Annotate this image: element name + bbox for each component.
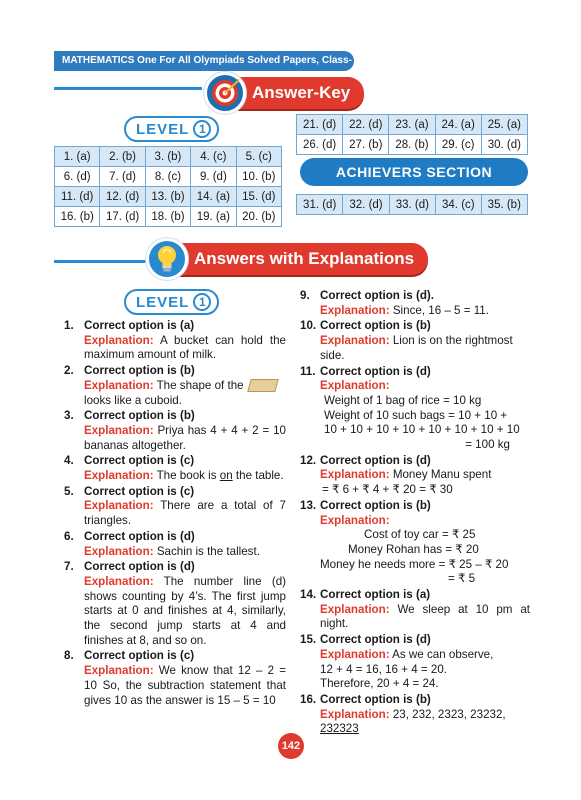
answer-cell: 14. (a) <box>191 187 236 207</box>
explanation-text: 12 + 4 = 16, 16 + 4 = 20. <box>320 662 447 676</box>
question-number: 15. <box>300 633 317 647</box>
explanation-label: Explanation: <box>320 647 390 661</box>
question-number: 2. <box>64 364 74 378</box>
question-number: 6. <box>64 529 74 543</box>
explanation-label: Explanation: <box>320 707 390 721</box>
correct-option: Correct option is (d) <box>84 560 195 574</box>
correct-option: Correct option is (c) <box>84 484 195 498</box>
bulb-icon <box>146 238 188 280</box>
answer-cell: 34. (c) <box>436 195 482 215</box>
explanation-label: Explanation: <box>84 378 154 392</box>
answer-cell: 23. (a) <box>389 115 435 135</box>
correct-option: Correct option is (b) <box>320 319 431 333</box>
list-item <box>300 633 530 692</box>
question-number: 9. <box>300 289 310 302</box>
explanation-label: Explanation: <box>84 544 154 558</box>
explanation-label: Explanation: <box>84 574 154 588</box>
explanation-text: Money he needs more = ₹ 25 – ₹ 20 <box>320 557 509 571</box>
table-row <box>55 187 282 207</box>
explanation-label: Explanation: <box>84 499 154 513</box>
list-item <box>64 560 286 648</box>
correct-option: Correct option is (b) <box>320 692 431 706</box>
answer-cell: 4. (c) <box>191 147 236 167</box>
correct-option: Correct option is (d) <box>84 529 195 543</box>
explanation-label: Explanation: <box>84 664 154 678</box>
list-item <box>300 499 530 587</box>
list-item <box>64 319 286 363</box>
explanation-text: We know that 12 – 2 = 10 So, the subtraction statement that gives 10 as the answer is 15 – 5 = 10 <box>84 664 286 707</box>
level-number: 1 <box>193 293 211 311</box>
list-item <box>64 454 286 483</box>
explanation-label: Explanation: <box>320 303 390 317</box>
explanation-text: looks like a cuboid. <box>84 393 182 407</box>
answer-cell: 5. (c) <box>236 147 281 167</box>
correct-option: Correct option is (d). <box>320 289 435 302</box>
answer-cell: 2. (b) <box>100 147 145 167</box>
answer-cell: 24. (a) <box>435 115 481 135</box>
list-item <box>64 530 286 559</box>
explanation-text: As we can observe, <box>392 647 494 661</box>
list-item <box>64 409 286 453</box>
question-number: 1. <box>64 319 74 332</box>
explanation-text: Money Rohan has = ₹ 20 <box>348 542 479 556</box>
explanations-left-column <box>64 319 286 709</box>
answer-cell: 11. (d) <box>55 187 100 207</box>
question-number: 16. <box>300 692 317 706</box>
level1-answer-table <box>54 146 282 227</box>
explanation-label: Explanation: <box>320 334 390 348</box>
explanation-text: Weight of 10 such bags = 10 + 10 + <box>324 408 508 422</box>
explanations-right-column <box>300 289 530 738</box>
answer-cell: 12. (d) <box>100 187 145 207</box>
explanation-text: Therefore, 20 + 4 = 24. <box>320 677 439 691</box>
explanation-text: The shape of the <box>156 378 244 392</box>
answer-key-title: Answer-Key <box>236 77 364 109</box>
level-label: LEVEL <box>136 293 190 311</box>
question-number: 8. <box>64 649 74 663</box>
box-icon <box>247 379 278 392</box>
question-number: 12. <box>300 453 317 467</box>
question-number: 10. <box>300 319 317 333</box>
question-number: 14. <box>300 588 317 602</box>
answer-cell: 21. (d) <box>297 115 343 135</box>
answer-cell: 30. (d) <box>481 135 527 155</box>
explanation-text: Since, 16 – 5 = 11. <box>392 303 489 317</box>
correct-option: Correct option is (a) <box>320 588 431 602</box>
level1-continued-table <box>296 114 528 155</box>
table-row <box>55 207 282 227</box>
achievers-section-title: ACHIEVERS SECTION <box>300 158 528 186</box>
target-icon <box>204 72 246 114</box>
correct-option: Correct option is (d) <box>320 364 431 378</box>
level-number: 1 <box>193 120 211 138</box>
answer-cell: 16. (b) <box>55 207 100 227</box>
answer-cell: 6. (d) <box>55 167 100 187</box>
answer-cell: 3. (b) <box>145 147 190 167</box>
question-number: 11. <box>300 364 316 378</box>
list-item <box>300 588 530 632</box>
answer-cell: 7. (d) <box>100 167 145 187</box>
list-item <box>300 693 530 737</box>
level-badge <box>124 116 219 142</box>
answer-cell: 19. (a) <box>191 207 236 227</box>
correct-option: Correct option is (d) <box>320 633 431 647</box>
list-item <box>64 485 286 529</box>
explanation-text: Priya has 4 + 4 + 2 = 10 bananas altogether. <box>84 423 286 452</box>
list-item <box>64 649 286 708</box>
answer-cell: 27. (b) <box>343 135 389 155</box>
correct-option: Correct option is (b) <box>320 498 431 512</box>
explanation-text: There are a total of 7 triangles. <box>84 499 286 528</box>
answer-cell: 26. (d) <box>297 135 343 155</box>
explanation-text: = 100 kg <box>465 438 510 452</box>
question-number: 7. <box>64 560 74 574</box>
underlined-answer: 232323 <box>320 722 359 736</box>
answer-cell: 28. (b) <box>389 135 435 155</box>
page-header: MATHEMATICS One For All Olympiads Solved Papers, Class-1 <box>54 51 354 71</box>
explanation-text: 23, 232, 2323, 23232, <box>392 707 506 721</box>
answer-cell: 29. (c) <box>435 135 481 155</box>
level-label: LEVEL <box>136 120 190 138</box>
explanation-text: 10 + 10 + 10 + 10 + 10 + 10 + 10 + 10 <box>324 423 520 437</box>
answer-cell: 13. (b) <box>145 187 190 207</box>
correct-option: Correct option is (b) <box>84 364 195 378</box>
correct-option: Correct option is (b) <box>84 409 195 423</box>
explanation-label: Explanation: <box>320 379 390 393</box>
list-item <box>300 319 530 363</box>
table-row <box>297 135 528 155</box>
correct-option: Correct option is (d) <box>320 453 431 467</box>
answer-cell: 9. (d) <box>191 167 236 187</box>
explanation-text: the table. <box>235 469 284 483</box>
explanation-text: Lion is on the rightmost side. <box>320 334 513 362</box>
explanations-title: Answers with Explanations <box>178 243 428 275</box>
answer-cell: 1. (a) <box>55 147 100 167</box>
list-item <box>300 454 530 498</box>
table-row <box>297 115 528 135</box>
explanation-text: The book is <box>156 469 217 483</box>
answer-cell: 32. (d) <box>343 195 389 215</box>
answer-cell: 35. (b) <box>481 195 527 215</box>
explanation-label: Explanation: <box>320 602 390 616</box>
explanation-label: Explanation: <box>84 333 154 347</box>
divider <box>54 87 202 90</box>
explanation-text: We sleep at 10 pm at night. <box>320 602 530 631</box>
explanations-banner <box>146 238 428 280</box>
explanation-label: Explanation: <box>84 423 154 437</box>
list-item <box>300 289 530 318</box>
answer-key-banner <box>204 72 364 114</box>
table-row <box>55 147 282 167</box>
question-number: 4. <box>64 454 74 468</box>
explanation-text: = ₹ 6 + ₹ 4 + ₹ 20 = ₹ 30 <box>322 483 453 497</box>
explanation-label: Explanation: <box>84 469 154 483</box>
explanation-label: Explanation: <box>320 468 390 482</box>
page-number: 142 <box>278 733 304 759</box>
answer-cell: 8. (c) <box>145 167 190 187</box>
answer-cell: 31. (d) <box>297 195 343 215</box>
answer-cell: 22. (d) <box>343 115 389 135</box>
explanation-text: Cost of toy car = ₹ 25 <box>364 528 476 542</box>
answer-cell: 15. (d) <box>236 187 281 207</box>
answer-cell: 25. (a) <box>481 115 527 135</box>
explanation-text: Weight of 1 bag of rice = 10 kg <box>324 393 482 407</box>
answer-cell: 33. (d) <box>389 195 435 215</box>
question-number: 13. <box>300 498 317 512</box>
explanation-text: Sachin is the tallest. <box>156 544 260 558</box>
explanation-text: A bucket can hold the maximum amount of milk. <box>84 333 286 362</box>
answer-cell: 20. (b) <box>236 207 281 227</box>
divider <box>54 260 146 263</box>
table-row <box>297 195 528 215</box>
underlined-word: on <box>219 469 233 483</box>
explanation-text: The number line (d) shows counting by 4’s. The first jump starts at 0 and finishes at 4, similarly, the second jump starts at 4 and finishes at 8, and so on. <box>84 574 286 647</box>
question-number: 5. <box>64 484 74 498</box>
correct-option: Correct option is (a) <box>84 319 195 332</box>
level-badge <box>124 289 219 315</box>
correct-option: Correct option is (c) <box>84 454 195 468</box>
list-item <box>300 365 530 453</box>
list-item <box>64 364 286 408</box>
answer-cell: 17. (d) <box>100 207 145 227</box>
answer-cell: 18. (b) <box>145 207 190 227</box>
correct-option: Correct option is (c) <box>84 649 195 663</box>
achievers-answer-table <box>296 194 528 215</box>
explanation-text: Money Manu spent <box>392 468 492 482</box>
question-number: 3. <box>64 409 74 423</box>
explanation-text: = ₹ 5 <box>448 572 476 586</box>
table-row <box>55 167 282 187</box>
explanation-label: Explanation: <box>320 513 390 527</box>
answer-cell: 10. (b) <box>236 167 281 187</box>
